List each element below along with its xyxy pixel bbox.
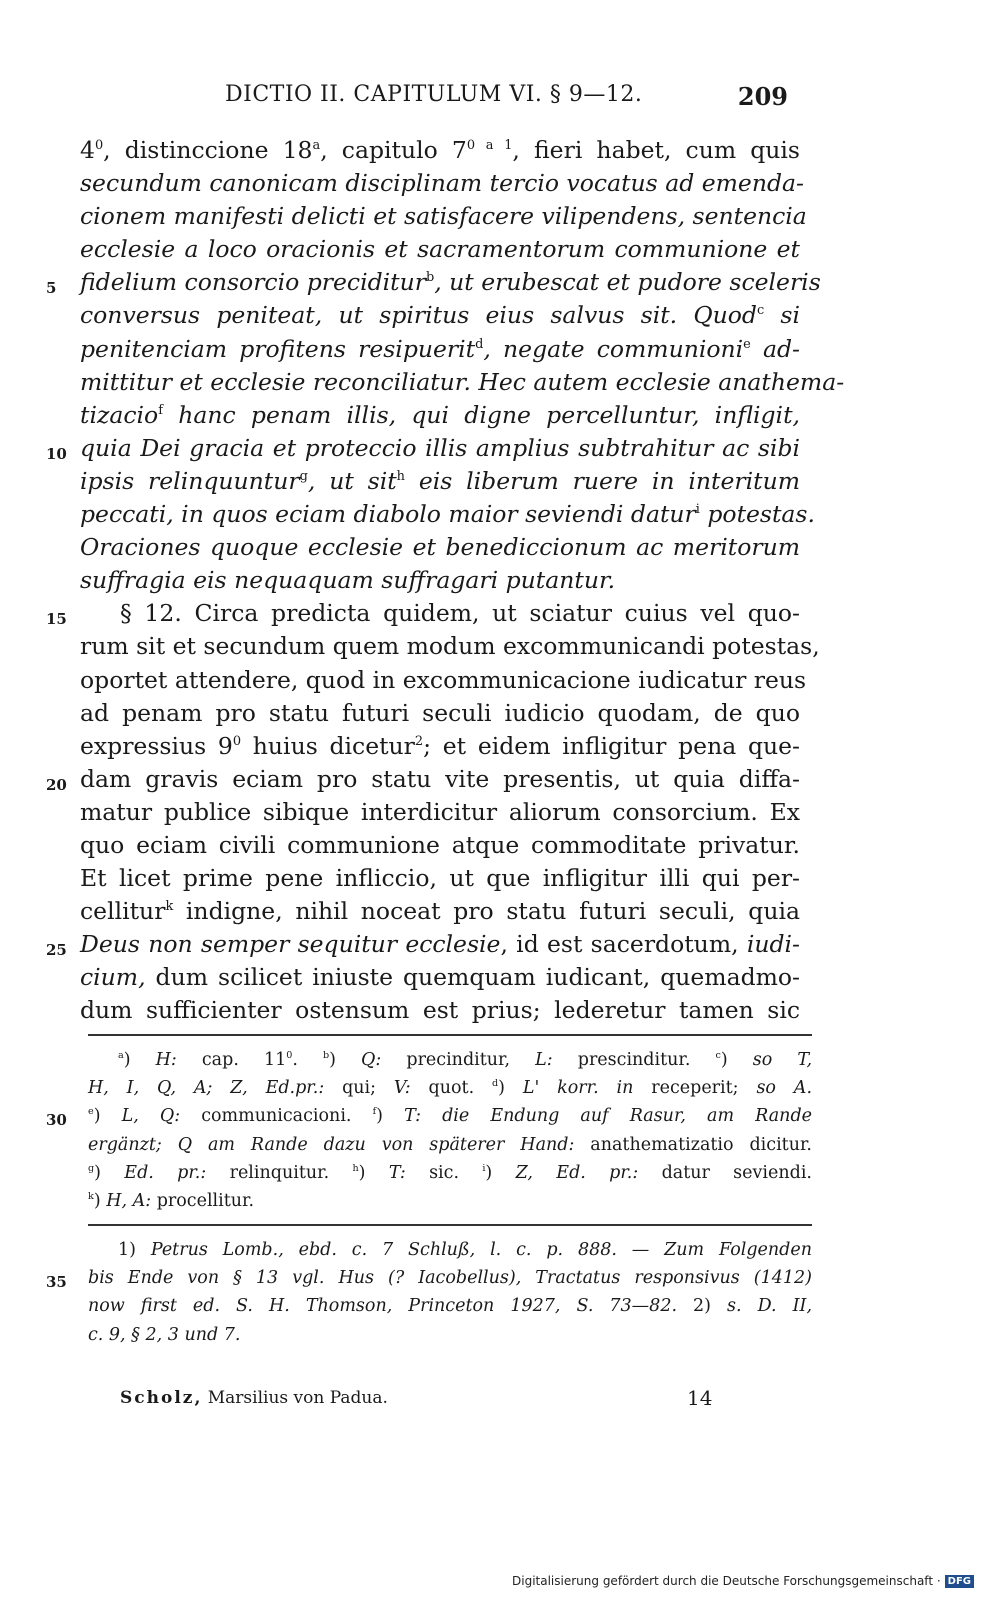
- note-marker: 0 a 1: [466, 138, 513, 154]
- text-run: T: die Endung auf Rasur, am Rande: [404, 1106, 813, 1127]
- page-number: 209: [737, 82, 788, 111]
- text-run: so T,: [752, 1050, 813, 1070]
- sheet-number: 14: [687, 1386, 713, 1410]
- note-marker: 2: [414, 733, 424, 749]
- sources-divider: [88, 1224, 812, 1226]
- text-line: [80, 531, 800, 564]
- text-run: ): [376, 1106, 405, 1127]
- text-run: potestas.: [699, 500, 815, 529]
- text-run: oportet attendere, quod in excommunicacione iudicatur reus: [80, 665, 807, 694]
- critical-note-line: [88, 1046, 812, 1074]
- note-marker: c: [756, 303, 765, 319]
- source-note-line: [46, 1264, 812, 1292]
- text-run: ad-: [750, 334, 800, 363]
- text-run: , ut erubescat et pudore sceleris: [434, 268, 821, 297]
- text-run: ): [498, 1078, 523, 1099]
- text-run: communicacioni.: [180, 1106, 373, 1127]
- text-run: ): [485, 1162, 516, 1183]
- text-run: precinditur,: [381, 1050, 536, 1070]
- text-run: L, Q:: [121, 1106, 181, 1127]
- critical-note-line: [88, 1159, 812, 1187]
- text-run: conversus peniteat, ut spiritus eius salvus sit. Quod: [80, 301, 757, 330]
- text-run: , distinccione 18: [103, 136, 313, 164]
- text-run: ): [93, 1190, 107, 1211]
- text-run: Petrus Lomb., ebd. c. 7 Schluß, l. c. p. 888. — Zum Folgenden: [150, 1240, 812, 1260]
- critical-note-line: [88, 1131, 812, 1159]
- note-marker: c: [715, 1050, 721, 1062]
- running-head: DICTIO II. CAPITULUM VI. § 9—12.: [225, 82, 643, 107]
- text-run: Oraciones quoque ecclesie et benediccionum ac meritorum: [80, 533, 800, 562]
- text-run: ): [329, 1050, 362, 1070]
- text-run: anathematizatio dicitur.: [574, 1134, 812, 1155]
- text-run: fidelium consorcio preciditur: [80, 268, 426, 297]
- text-run: qui;: [324, 1078, 394, 1099]
- text-run: cionem manifesti delicti et satisfacere vilipendens, sentencia: [80, 202, 807, 231]
- text-line: [80, 564, 800, 597]
- text-run: Ed. pr.:: [124, 1162, 207, 1183]
- text-run: s. D. II,: [727, 1296, 813, 1317]
- text-run: sic.: [405, 1162, 483, 1183]
- text-line: [46, 432, 800, 465]
- printer-signature: [120, 1388, 388, 1408]
- text-line: [80, 829, 800, 862]
- text-run: H:: [155, 1050, 177, 1070]
- text-run: dum sufficienter ostensum est prius; lederetur tamen sic: [80, 996, 800, 1025]
- text-run: secundum canonicam disciplinam tercio vocatus ad emenda-: [80, 169, 804, 198]
- text-run: ergänzt; Q am Rande dazu von späterer Hand:: [88, 1134, 575, 1155]
- text-run: , id est sacerdotum,: [500, 930, 747, 959]
- text-run: rum sit et secundum quem modum excommunicandi potestas,: [80, 632, 820, 661]
- text-run: H, I, Q, A; Z, Ed.pr.:: [88, 1078, 325, 1099]
- note-marker: k: [88, 1191, 94, 1203]
- text-run: peccati, in quos eciam diabolo maior seviendi datur: [80, 500, 696, 529]
- line-number: 5: [46, 279, 57, 298]
- text-run: , fieri habet, cum quis: [512, 136, 800, 164]
- text-run: ): [94, 1162, 125, 1183]
- text-run: tizacio: [80, 400, 159, 429]
- text-line: [80, 233, 800, 266]
- text-run: , negate communioni: [483, 334, 744, 363]
- text-run: eis liberum ruere in interitum: [404, 466, 801, 495]
- text-run: iudi-: [746, 930, 800, 959]
- line-number: 30: [46, 1111, 67, 1130]
- text-run: prescinditur.: [552, 1050, 716, 1070]
- text-run: penitenciam profitens resipuerit: [80, 334, 476, 363]
- text-run: H, A:: [106, 1190, 152, 1211]
- text-run: datur seviendi.: [638, 1162, 812, 1183]
- note-marker: h: [396, 469, 405, 485]
- text-line: [46, 763, 800, 796]
- text-run: .: [292, 1050, 323, 1070]
- text-run: Q:: [361, 1050, 382, 1070]
- source-note-line: [88, 1236, 812, 1264]
- text-line: [46, 597, 800, 630]
- text-line: [80, 994, 800, 1027]
- note-marker: b: [322, 1050, 330, 1062]
- note-marker: g: [299, 469, 308, 485]
- text-run: V:: [393, 1078, 411, 1099]
- signature-author: Scholz,: [120, 1388, 203, 1408]
- text-line: [80, 697, 800, 730]
- text-run: Deus non semper sequitur ecclesie: [80, 930, 501, 959]
- text-line: [80, 664, 807, 697]
- text-line: [80, 862, 800, 895]
- text-run: now first ed. S. H. Thomson, Princeton 1927, S. 73—82.: [88, 1296, 678, 1317]
- source-note-line: [88, 1292, 812, 1320]
- text-line: [46, 928, 800, 961]
- line-number: 20: [46, 775, 67, 794]
- critical-note-line: [88, 1187, 812, 1215]
- note-marker: a: [312, 138, 321, 154]
- text-line: [80, 498, 815, 531]
- note-marker: f: [158, 402, 163, 418]
- note-marker: e: [743, 336, 751, 352]
- line-number: 15: [46, 610, 67, 629]
- line-number: 25: [46, 941, 67, 960]
- note-marker: i: [695, 502, 700, 518]
- dfg-logo: DFG: [945, 1575, 974, 1588]
- note-marker: d: [475, 336, 484, 352]
- text-run: indigne, nihil noceat pro statu futuri seculi, quia: [173, 897, 800, 926]
- text-line: [80, 299, 800, 332]
- text-run: hanc penam illis, qui digne percelluntur, infligit,: [162, 400, 800, 429]
- note-marker: b: [425, 270, 435, 286]
- main-text: [46, 134, 845, 1028]
- text-run: 4: [80, 136, 95, 164]
- text-run: Z, Ed. pr.:: [515, 1162, 639, 1183]
- note-marker: 0: [232, 733, 242, 749]
- text-run: so A.: [756, 1078, 813, 1099]
- text-run: expressius 9: [80, 731, 233, 760]
- text-run: quot.: [410, 1078, 493, 1099]
- text-run: ; et eidem infligitur pena que-: [423, 731, 800, 760]
- text-run: quia Dei gracia et proteccio illis amplius subtrahitur ac sibi: [80, 433, 800, 462]
- line-number: 10: [46, 444, 67, 463]
- text-run: ): [93, 1106, 122, 1127]
- text-line: [80, 167, 804, 200]
- critical-note-line: [88, 1074, 812, 1102]
- note-marker: k: [165, 899, 174, 915]
- text-run: procellitur.: [151, 1190, 255, 1211]
- text-run: L:: [535, 1050, 553, 1070]
- text-run: ): [720, 1050, 753, 1070]
- text-run: T:: [388, 1162, 406, 1183]
- text-run: cium,: [80, 963, 146, 992]
- critical-apparatus: [46, 1046, 813, 1215]
- text-run: , ut sit: [307, 466, 397, 495]
- text-run: receperit;: [633, 1078, 757, 1099]
- text-line: [80, 630, 820, 663]
- text-run: § 12. Circa predicta quidem, ut sciatur cuius vel quo-: [120, 599, 800, 628]
- text-run: huius dicetur: [241, 731, 415, 760]
- text-run: relinquitur.: [206, 1162, 353, 1183]
- note-marker: i: [482, 1162, 486, 1174]
- text-line: [80, 796, 800, 829]
- text-line: [80, 895, 800, 928]
- text-run: 1): [118, 1240, 151, 1260]
- signature-title: Marsilius von Padua.: [207, 1388, 388, 1408]
- source-note-line: [88, 1321, 812, 1349]
- text-line: [80, 200, 807, 233]
- note-marker: e: [88, 1106, 94, 1118]
- text-run: quo eciam civili communione atque commoditate privatur.: [80, 830, 800, 859]
- text-line: [80, 399, 800, 432]
- critical-note-line: [46, 1102, 813, 1130]
- text-line: [80, 366, 845, 399]
- text-run: , capitulo 7: [320, 136, 467, 164]
- text-run: dum scilicet iniuste quemquam iudicant, quemadmo-: [145, 963, 800, 992]
- text-line: [80, 730, 800, 763]
- text-run: 2): [677, 1296, 728, 1317]
- text-run: ad penam pro statu futuri seculi iudicio quodam, de quo: [80, 698, 800, 727]
- source-footnotes: [46, 1236, 813, 1349]
- text-run: suffragia eis nequaquam suffragari putantur.: [80, 566, 616, 595]
- credit-text: Digitalisierung gefördert durch die Deutsche Forschungsgemeinschaft ·: [512, 1574, 941, 1588]
- note-marker: 0: [286, 1050, 293, 1062]
- text-run: ipsis relinquuntur: [80, 466, 300, 495]
- text-run: cap. 11: [176, 1050, 287, 1070]
- text-line: [80, 134, 800, 167]
- note-marker: f: [372, 1106, 377, 1118]
- notes-divider: [88, 1034, 812, 1036]
- text-line: [46, 266, 821, 299]
- note-marker: a: [118, 1050, 124, 1062]
- note-marker: h: [352, 1162, 359, 1174]
- digitization-credit: [512, 1574, 974, 1588]
- text-run: ecclesie a loco oracionis et sacramentorum communione et: [80, 235, 800, 264]
- text-run: bis Ende von § 13 vgl. Hus (? Iacobellus), Tractatus responsivus (1412): [88, 1268, 812, 1289]
- text-run: mittitur et ecclesie reconciliatur. Hec autem ecclesie anathema-: [80, 367, 845, 396]
- text-run: cellitur: [80, 897, 166, 926]
- text-run: si: [764, 301, 801, 330]
- text-line: [80, 333, 800, 366]
- text-run: dam gravis eciam pro statu vite presentis, ut quia diffa-: [80, 764, 800, 793]
- text-run: ): [123, 1050, 156, 1070]
- note-marker: g: [88, 1162, 95, 1174]
- text-run: ): [358, 1162, 389, 1183]
- note-marker: d: [492, 1078, 499, 1090]
- text-line: [80, 465, 800, 498]
- text-run: Et licet prime pene infliccio, ut que infligitur illi qui per-: [80, 864, 800, 893]
- text-run: c. 9, § 2, 3 und 7.: [88, 1324, 241, 1345]
- text-run: matur publice sibique interdicitur aliorum consorcium. Ex: [80, 797, 800, 826]
- text-line: [80, 961, 800, 994]
- text-run: L' korr. in: [522, 1078, 634, 1099]
- note-marker: 0: [94, 138, 104, 154]
- line-number: 35: [46, 1273, 67, 1292]
